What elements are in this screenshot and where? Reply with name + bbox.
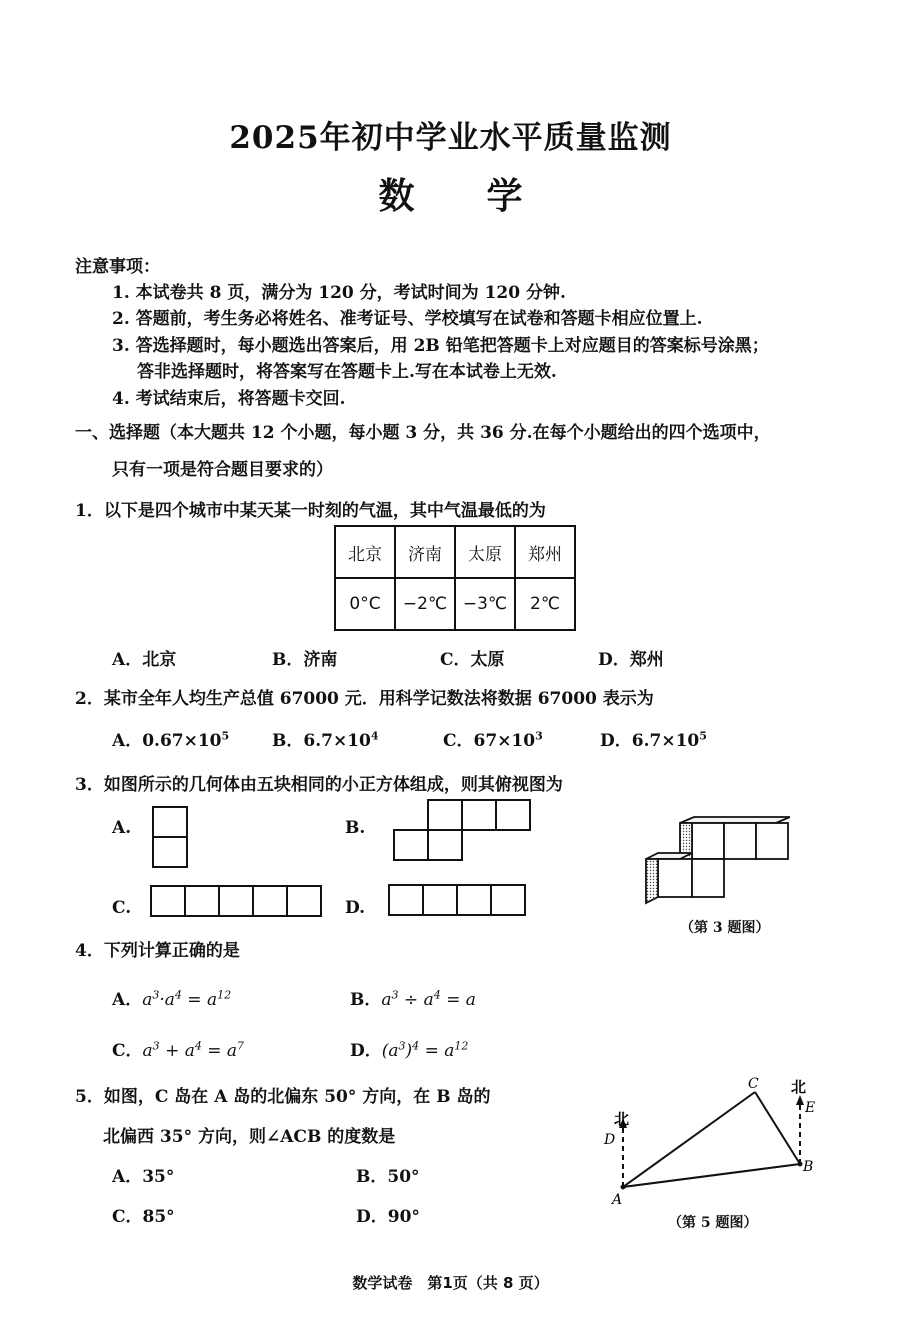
q3-label-b: B. [345,818,366,838]
temp-cell: −3℃ [455,578,515,630]
point-b-label: B [803,1159,814,1175]
section-heading: 一、选择题（本大题共 12 个小题，每小题 3 分，共 36 分.在每个小题给出的四个选项中， [75,423,771,443]
q1-option-a: A．北京 [112,650,177,670]
temp-cell: −2℃ [395,578,455,630]
q1-option-c: C．太原 [440,650,505,670]
q4-option-b: B．$a^3 \div a^4 = a$ [350,988,476,1010]
q4-option-c: C．$a^3 + a^4 = a^7$ [112,1039,245,1061]
note-item: 4. 考试结束后，将答题卡交回. [112,389,346,409]
q4-option-d: D．$(a^3)^4 = a^{12}$ [350,1039,469,1061]
q2-option-c: C．$67\times 10^3$ [443,729,543,751]
notes-heading: 注意事项： [75,257,160,277]
section-heading-cont: 只有一项是符合题目要求的） [112,460,333,480]
q2-stem: 2．某市全年人均生产总值 67000 元．用科学记数法将数据 67000 表示为 [75,689,654,709]
q3-solid-figure [640,815,790,905]
north-label-a: 北 [614,1110,630,1128]
q5-option-d: D．90° [356,1207,420,1227]
note-item: 2. 答题前，考生务必将姓名、准考证号、学校填写在试卷和答题卡相应位置上. [112,309,703,329]
temp-cell: 0°C [335,578,395,630]
note-item: 答非选择题时，将答案写在答题卡上.写在本试卷上无效. [137,362,557,382]
q4-stem: 4．下列计算正确的是 [75,941,240,961]
exam-title: 2025年初中学业水平质量监测 [229,120,672,156]
city-cell: 郑州 [515,526,575,578]
q5-option-a: A．35° [112,1167,175,1187]
note-item: 1. 本试卷共 8 页，满分为 120 分，考试时间为 120 分钟. [112,283,566,303]
q2-option-d: D．$6.7\times 10^5$ [600,729,707,751]
q2-option-a: A．$0.67\times 10^5$ [112,729,230,751]
q3-figure-caption: （第 3 题图） [680,920,770,936]
q5-stem-cont: 北偏西 35° 方向，则∠ACB 的度数是 [103,1127,396,1147]
point-a-label: A [612,1192,623,1208]
q4-option-a: A．$a^3\cdot a^4 = a^{12}$ [112,988,232,1010]
q5-figure-caption: （第 5 题图） [668,1215,758,1231]
q5-option-b: B．50° [356,1167,420,1187]
q5-option-c: C．85° [112,1207,175,1227]
page-footer: 数学试卷 第1页（共 8 页） [352,1274,549,1292]
point-c-label: C [748,1076,759,1092]
q5-bearing-figure [590,1068,830,1213]
subject-title: 数 学 [378,175,523,217]
q3-label-c: C. [112,898,132,918]
q3-stem: 3．如图所示的几何体由五块相同的小正方体组成，则其俯视图为 [75,775,563,795]
note-item: 3. 答选择题时，每小题选出答案后，用 2B 铅笔把答题卡上对应题目的答案标号涂黑； [112,336,769,356]
q1-option-b: B．济南 [272,650,338,670]
city-cell: 北京 [335,526,395,578]
q3-label-d: D. [345,898,366,918]
q1-stem: 1．以下是四个城市中某天某一时刻的气温，其中气温最低的为 [75,501,546,521]
temp-cell: 2℃ [515,578,575,630]
city-cell: 济南 [395,526,455,578]
q5-stem: 5．如图，C 岛在 A 岛的北偏东 50° 方向，在 B 岛的 [75,1087,491,1107]
point-d-label: D [604,1132,616,1148]
point-e-label: E [805,1100,816,1116]
q1-option-d: D．郑州 [598,650,664,670]
q2-option-b: B．$6.7\times 10^4$ [272,729,379,751]
q3-label-a: A. [112,818,132,838]
city-cell: 太原 [455,526,515,578]
temperature-table [334,525,576,631]
north-label-b: 北 [791,1078,807,1096]
